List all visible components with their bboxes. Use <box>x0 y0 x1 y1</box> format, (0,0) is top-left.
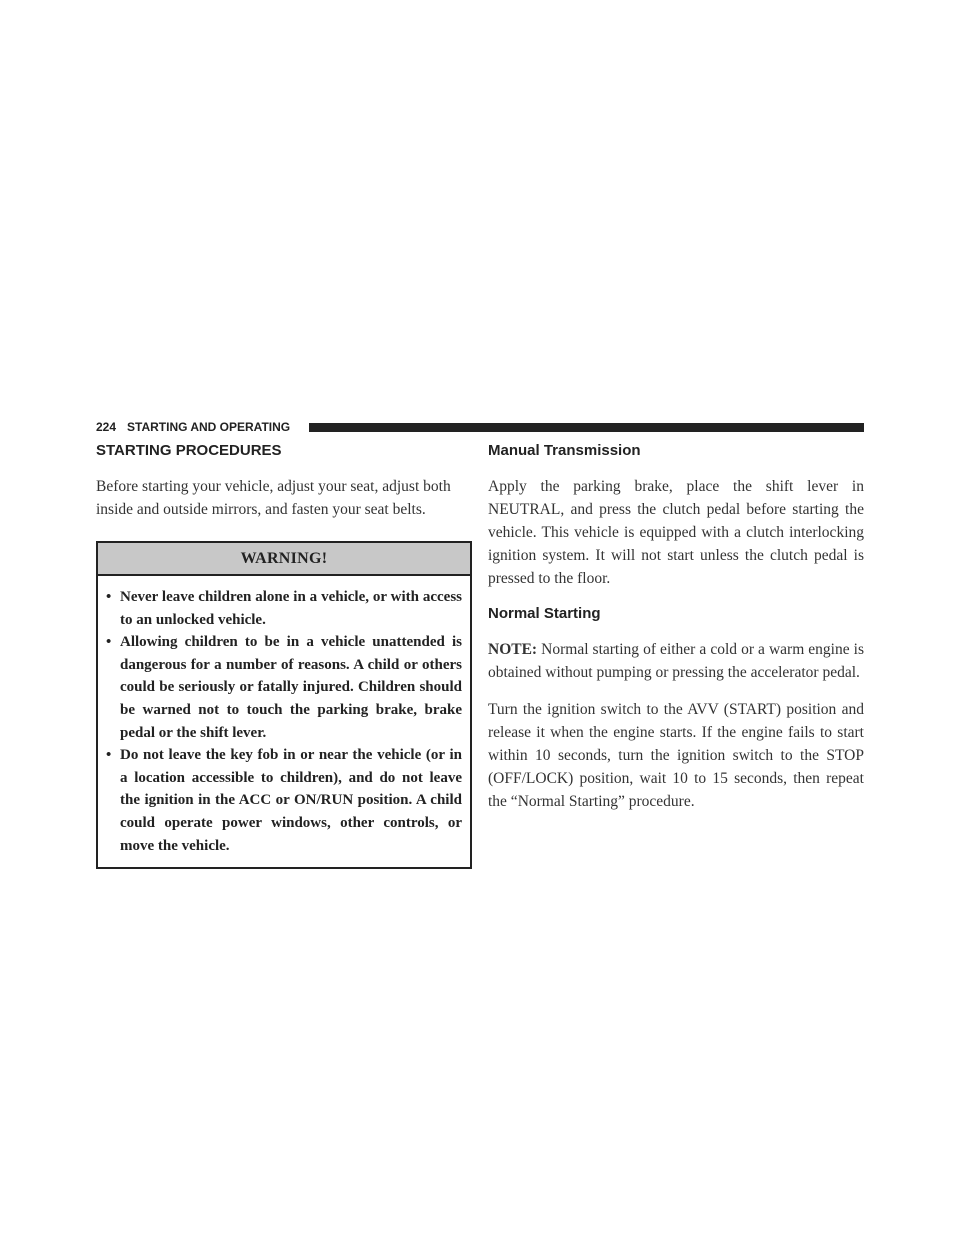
warning-item-text: Never leave children alone in a vehicle, or with access to an unlocked vehicle. <box>120 589 462 628</box>
section-title: STARTING AND OPERATING <box>127 420 291 434</box>
page-header <box>96 420 864 434</box>
normal-starting-heading: Normal Starting <box>488 605 601 622</box>
bullet-icon: • <box>106 634 112 651</box>
left-column <box>96 441 472 869</box>
normal-starting-paragraph: Turn the ignition switch to the AVV (START) position and release it when the engine starts. If the engine fails to start within 10 seconds, turn the ignition switch to the STOP (OFF/LOCK) position, wait 10 to 15 seconds, then repeat the “Normal Starting” procedure. <box>488 701 864 810</box>
warning-list <box>98 576 470 867</box>
intro-paragraph: Before starting your vehicle, adjust your seat, adjust both inside and outside mirrors, and fasten your seat belts. <box>96 478 451 518</box>
right-column <box>488 441 864 827</box>
page-number: 224 <box>96 420 117 434</box>
starting-procedures-heading: STARTING PROCEDURES <box>96 442 282 459</box>
manual-transmission-heading: Manual Transmission <box>488 442 641 459</box>
warning-item-text: Do not leave the key fob in or near the vehicle (or in a location accessible to children), and do not leave the ignition in the ACC or ON/RUN position. A child could operate power windows, other controls, or move the vehicle. <box>120 747 462 854</box>
note-label: NOTE: <box>488 641 538 658</box>
warning-item-text: Allowing children to be in a vehicle unattended is dangerous for a number of reasons. A child or others could be seriously or fatally injured. Children should be warned not to touch the parking brake, brake pedal or the shift lever. <box>120 634 462 741</box>
warning-box <box>96 541 472 869</box>
warning-item <box>106 744 462 857</box>
warning-title: WARNING! <box>98 543 470 576</box>
note-text: Normal starting of either a cold or a warm engine is obtained without pumping or pressing the accelerator pedal. <box>488 641 865 681</box>
header-rule <box>309 423 864 432</box>
warning-item <box>106 586 462 631</box>
bullet-icon: • <box>106 589 112 605</box>
bullet-icon: • <box>106 747 112 764</box>
manual-transmission-paragraph: Apply the parking brake, place the shift lever in NEUTRAL, and press the clutch pedal before starting the vehicle. This vehicle is equipped with a clutch interlocking ignition system. It will not start unless the clutch pedal is pressed to the floor. <box>488 478 864 587</box>
warning-item <box>106 631 462 744</box>
note-paragraph <box>488 638 864 684</box>
